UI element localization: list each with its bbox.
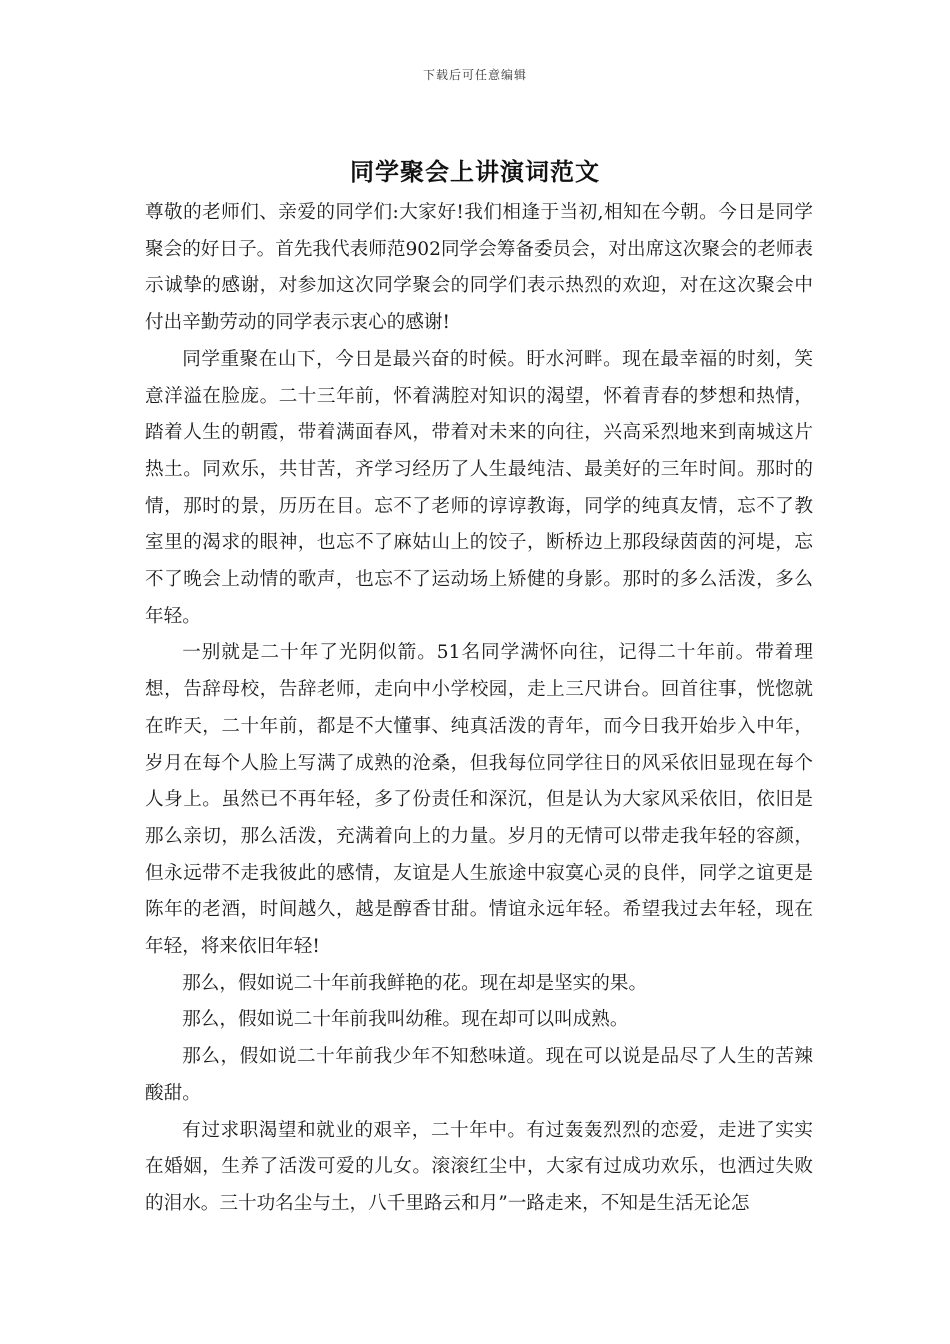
paragraph-bitter-sweet: 那么，假如说二十年前我少年不知愁味道。现在可以说是品尽了人生的苦辣酸甜。 — [145, 1046, 813, 1104]
paragraph-twenty-years: 一别就是二十年了光阴似箭。51名同学满怀向往，记得二十年前。带着理想，告辞母校，告辞老师，走向中小学校园，走上三尺讲台。回首往事，恍惚就在昨天，二十年前，都是不大懂事、纯真活泼的青年，而今日我开始步入中年，岁月在每个人脸上写满了成熟的沧桑，但我每位同学往日的风采依旧显现在每个人身上。虽然已不再年轻，多了份责任和深沉，但是认为大家风采依旧，依旧是那么亲切，那么活泼，充满着向上的力量。岁月的无情可以带走我年轻的容颜，但永远带不走我彼此的感情，友谊是人生旅途中寂寞心灵的良伴，同学之谊更是陈年的老酒，时间越久，越是醇香甘甜。情谊永远年轻。希望我过去年轻，现在年轻，将来依旧年轻! — [145, 642, 813, 958]
paragraph-naive-mature: 那么，假如说二十年前我叫幼稚。现在却可以叫成熟。 — [182, 1009, 629, 1031]
header-note: 下载后可任意编辑 — [422, 68, 527, 82]
paragraph-flower-fruit: 那么，假如说二十年前我鲜艳的花。现在却是坚实的果。 — [182, 972, 648, 994]
paragraph-reunion: 同学重聚在山下，今日是最兴奋的时候。盱水河畔。现在最幸福的时刻，笑意洋溢在脸庞。二十三年前，怀着满腔对知识的渴望，怀着青春的梦想和热情，踏着人生的朝霞，带着满面春风，带着对未来的向往，兴高采烈地来到南城这片热土。同欢乐，共甘苦，齐学习经历了人生最纯洁、最美好的三年时间。那时的情，那时的景，历历在目。忘不了老师的谆谆教诲，同学的纯真友情，忘不了教室里的渴求的眼神，也忘不了麻姑山上的饺子，断桥边上那段绿茵茵的河堤，忘不了晚会上动情的歌声，也忘不了运动场上矫健的身影。那时的多么活泼，多么年轻。 — [145, 348, 813, 627]
paragraph-career-life: 有过求职渴望和就业的艰辛，二十年中。有过轰轰烈烈的恋爱，走进了实实在婚姻，生养了活泼可爱的儿女。滚滚红尘中，大家有过成功欢乐，也洒过失败的泪水。三十功名尘与土，八千里路云和月”一路走来，不知是生活无论怎 — [145, 1119, 813, 1214]
document-title: 同学聚会上讲演词范文 — [350, 157, 600, 186]
document-body — [145, 195, 813, 1223]
paragraph-greeting: 尊敬的老师们、亲爱的同学们:大家好!我们相逢于当初,相知在今朝。今日是同学聚会的好日子。首先我代表师范902同学会筹备委员会，对出席这次聚会的老师表示诚挚的感谢，对参加这次同学聚会的同学们表示热烈的欢迎，对在这次聚会中付出辛勤劳动的同学表示衷心的感谢! — [145, 202, 813, 334]
